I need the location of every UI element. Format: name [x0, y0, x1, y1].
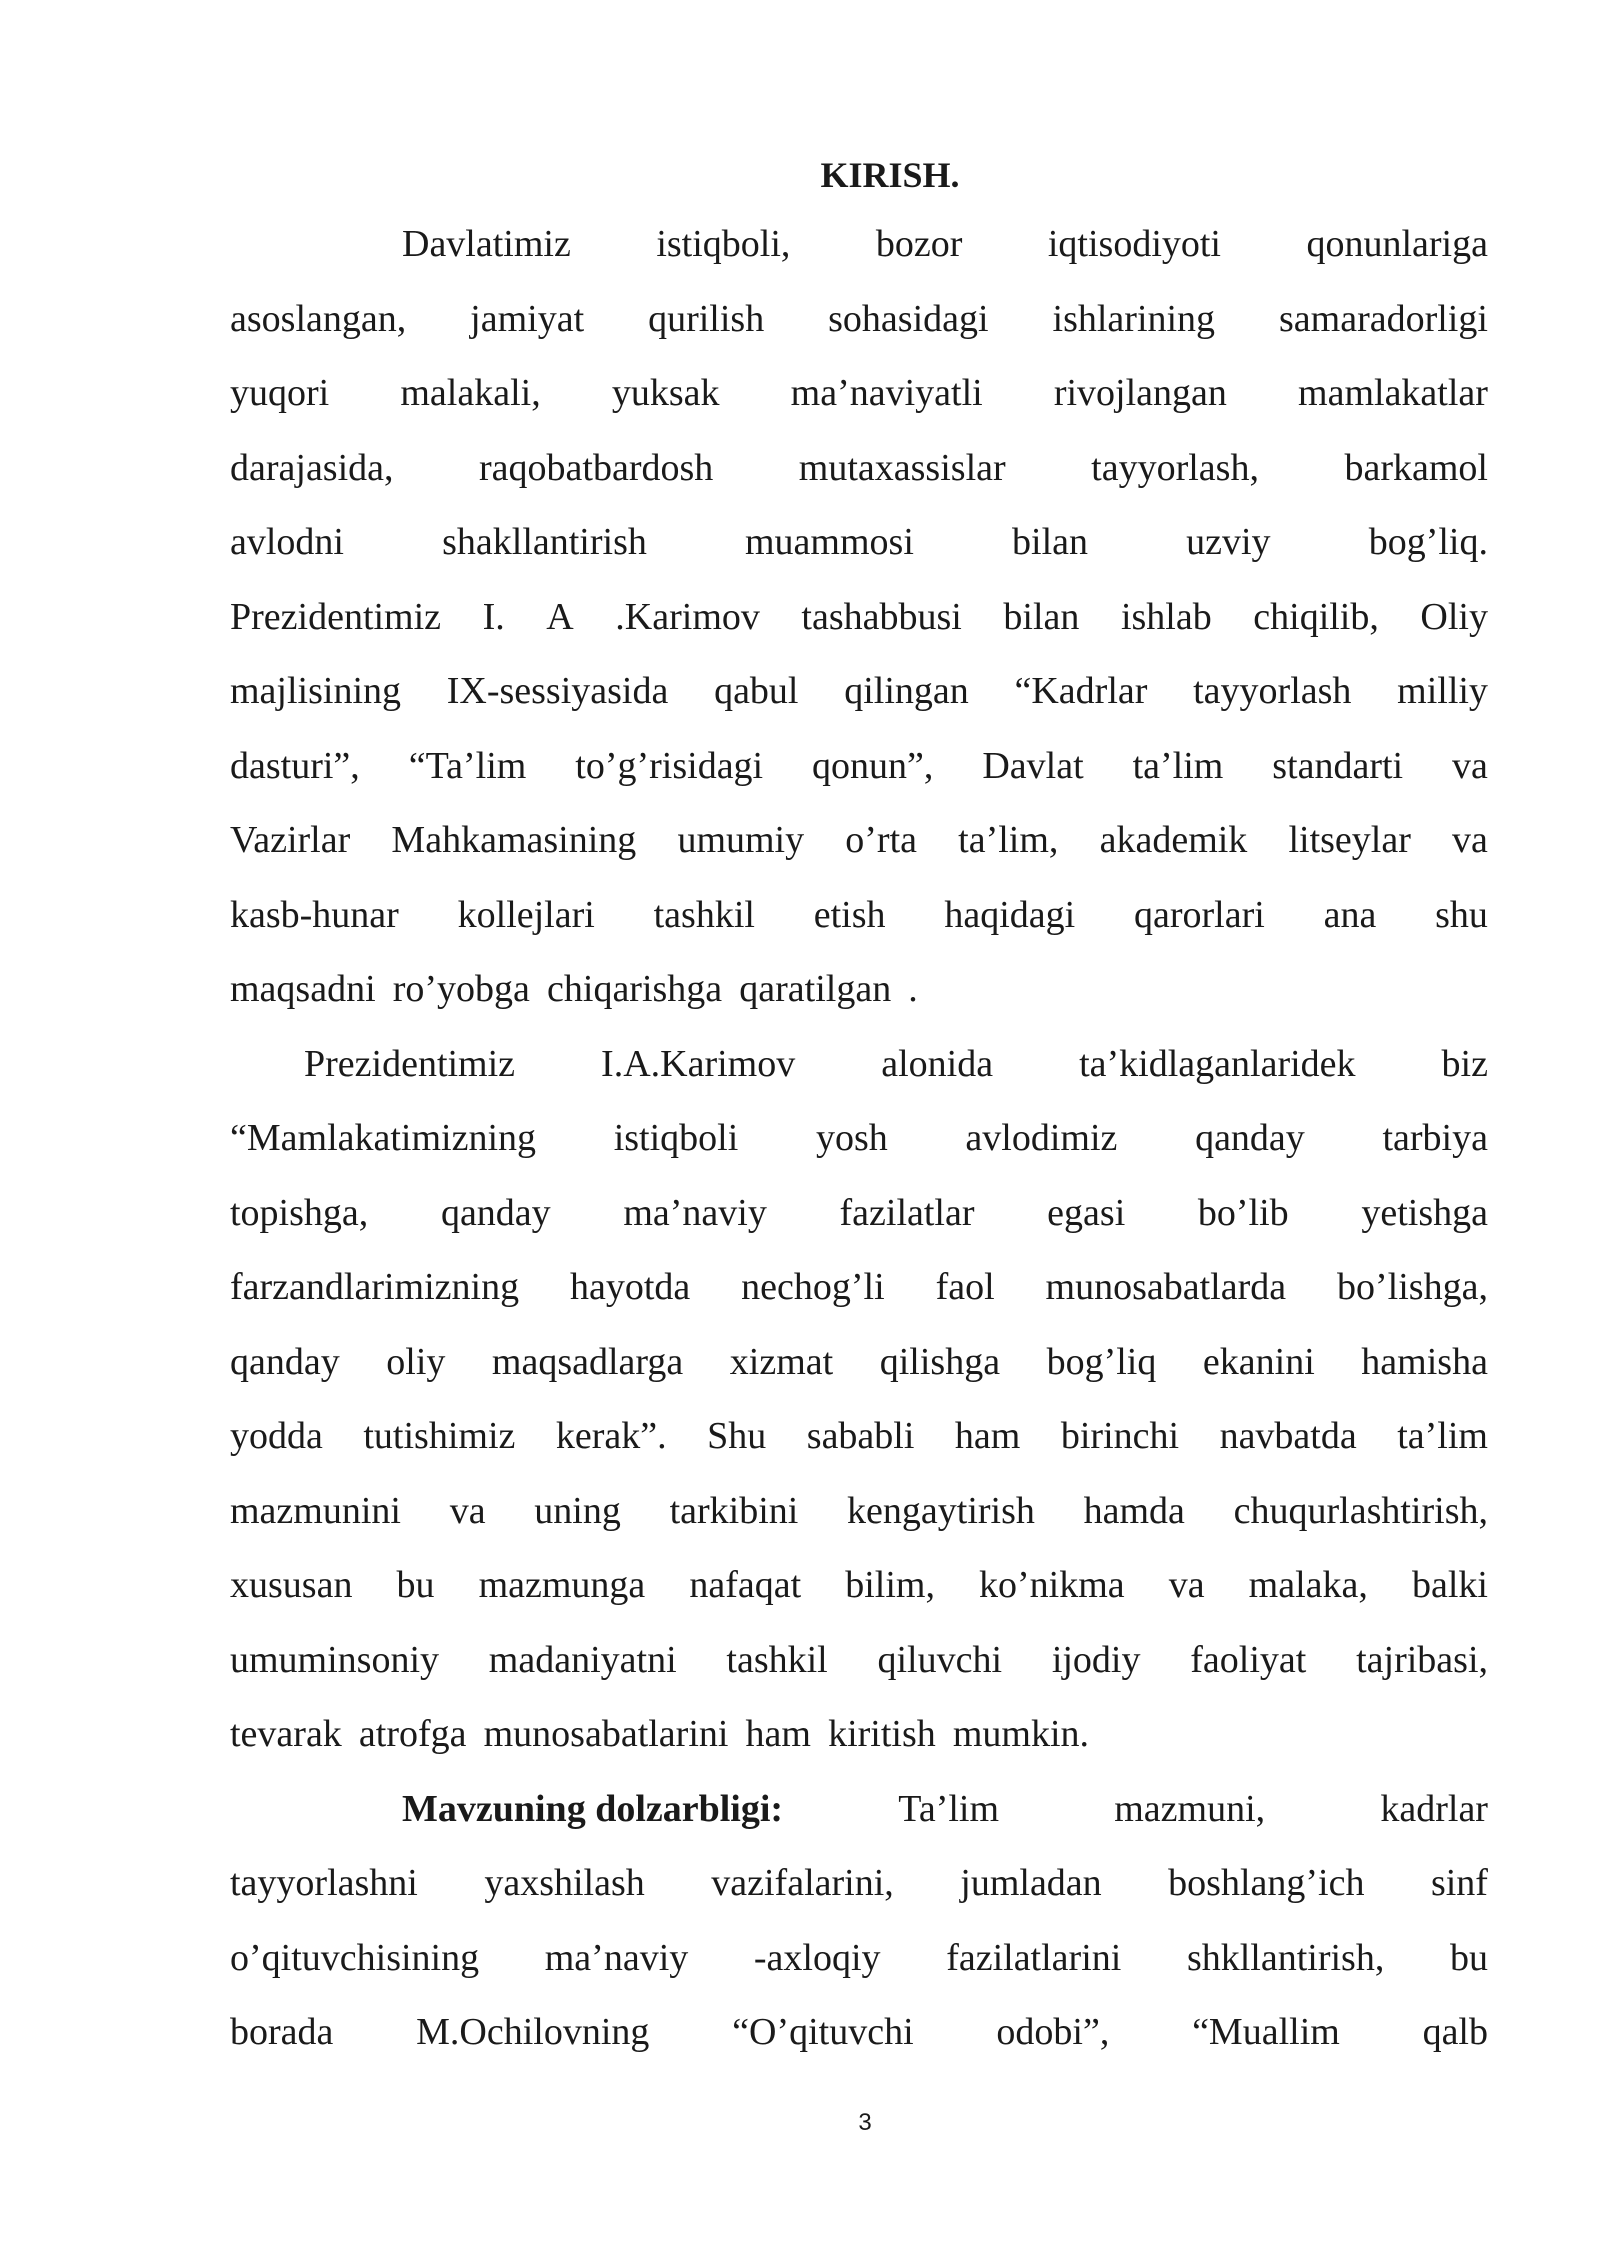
- word: balki: [1411, 1564, 1488, 1606]
- text-line: [402, 214, 1488, 274]
- word: Oliy: [1420, 595, 1488, 638]
- word: va: [1168, 1564, 1205, 1606]
- word: qilishga: [879, 1340, 1001, 1383]
- word: maqsadni: [230, 968, 376, 1010]
- word: biz: [1441, 1042, 1488, 1085]
- word: ma’naviyatli: [790, 372, 983, 414]
- text-line: [230, 661, 1488, 721]
- word: ham: [954, 1415, 1021, 1457]
- section-heading: KIRISH.: [820, 155, 960, 195]
- word: hamda: [1083, 1489, 1185, 1532]
- word: mamlakatlar: [1298, 372, 1488, 414]
- word: Davlatimiz: [402, 223, 571, 265]
- word: tajribasi,: [1356, 1638, 1488, 1681]
- text-line: [230, 1630, 1488, 1690]
- word: shkllantirish,: [1186, 1936, 1385, 1979]
- word: qonun”,: [812, 744, 934, 787]
- word: sohasidagi: [828, 297, 989, 340]
- word: IX-sessiyasida: [446, 670, 669, 712]
- word: A: [546, 595, 574, 638]
- word: tayyorlashni: [230, 1862, 418, 1904]
- word: .Karimov: [615, 595, 760, 638]
- word: “Kadrlar: [1014, 670, 1148, 712]
- word: fazilatlarini: [946, 1936, 1122, 1979]
- word: qaratilgan: [739, 968, 892, 1010]
- text-line: [402, 1779, 1488, 1839]
- text-line: [230, 1928, 1488, 1988]
- word: Vazirlar: [230, 819, 351, 861]
- word: muammosi: [745, 521, 914, 563]
- word: kasb-hunar: [230, 893, 399, 936]
- word: umuminsoniy: [230, 1638, 440, 1681]
- word: ham: [745, 1713, 811, 1755]
- word: tevarak: [230, 1713, 342, 1755]
- word: rivojlangan: [1053, 372, 1227, 414]
- text-line: [230, 587, 1488, 647]
- word: farzandlarimizning: [230, 1266, 520, 1308]
- word: ishlarining: [1052, 297, 1216, 340]
- word: bo’lib: [1197, 1191, 1289, 1234]
- word: xususan: [230, 1564, 353, 1606]
- word: shakllantirish: [442, 521, 647, 563]
- word: boshlang’ich: [1168, 1862, 1365, 1904]
- word: nechog’li: [741, 1266, 885, 1308]
- word: standarti: [1272, 744, 1404, 787]
- word: asoslangan,: [230, 297, 407, 340]
- word: istiqboli,: [656, 223, 791, 265]
- word: mazmunini: [230, 1489, 401, 1532]
- word: avlodimiz: [965, 1117, 1118, 1159]
- word: bu: [396, 1564, 435, 1606]
- word: barkamol: [1344, 446, 1488, 489]
- word: qurilish: [648, 297, 765, 340]
- word: malakali,: [400, 372, 541, 414]
- word: “Muallim: [1192, 2011, 1340, 2053]
- word: mumkin.: [952, 1713, 1090, 1755]
- word: haqidagi: [944, 893, 1076, 936]
- word: jumladan: [960, 1862, 1102, 1904]
- word: bozor: [875, 223, 963, 265]
- word: avlodni: [230, 521, 344, 563]
- word: kollejlari: [457, 893, 595, 936]
- word: milliy: [1397, 670, 1488, 712]
- word: tashkil: [726, 1638, 828, 1681]
- word: chiqilib,: [1253, 595, 1379, 638]
- word: borada: [230, 2011, 334, 2053]
- word: va: [449, 1489, 486, 1532]
- word: bog’liq: [1046, 1340, 1157, 1383]
- text-line: [230, 512, 1488, 572]
- word: M.Ochilovning: [416, 2011, 650, 2053]
- word: tashabbusi: [801, 595, 962, 638]
- word: -axloqiy: [753, 1936, 881, 1979]
- bold-label: Mavzuning dolzarbligi:: [402, 1787, 784, 1830]
- text-line: [230, 736, 1488, 796]
- word: o’qituvchisining: [230, 1936, 480, 1979]
- word: qanday: [230, 1340, 340, 1383]
- word: “Mamlakatimizning: [230, 1117, 537, 1159]
- word: Davlat: [982, 744, 1084, 787]
- word: munosabatlarda: [1045, 1266, 1287, 1308]
- word: bilim,: [845, 1564, 935, 1606]
- word: o’rta: [845, 819, 918, 861]
- word: yosh: [815, 1117, 888, 1159]
- word: raqobatbardosh: [479, 446, 714, 489]
- word: qabul: [714, 670, 799, 712]
- word: shu: [1435, 893, 1488, 936]
- word: ekanini: [1202, 1340, 1315, 1383]
- word: vazifalarini,: [711, 1862, 894, 1904]
- word: qonunlariga: [1306, 223, 1488, 265]
- word: ma’naviy: [544, 1936, 689, 1979]
- text-line: [230, 1704, 1488, 1764]
- word: litseylar: [1288, 819, 1411, 861]
- text-line: [230, 959, 1488, 1019]
- word: bilan: [1003, 595, 1080, 638]
- word: tutishimiz: [363, 1415, 516, 1457]
- word: malaka,: [1248, 1564, 1368, 1606]
- word: sinf: [1430, 1862, 1488, 1904]
- word: tarkibini: [669, 1489, 799, 1532]
- word: .: [908, 968, 918, 1010]
- word: uning: [534, 1489, 621, 1532]
- word: bilan: [1012, 521, 1088, 563]
- word: Prezidentimiz: [230, 595, 442, 638]
- text-line: [230, 2002, 1488, 2062]
- word: ko’nikma: [979, 1564, 1125, 1606]
- word: Shu: [707, 1415, 767, 1457]
- text-line: [304, 1034, 1488, 1094]
- word: yuksak: [611, 372, 720, 414]
- word: ta’lim,: [958, 819, 1059, 861]
- word: fazilatlar: [839, 1191, 975, 1234]
- word: kengaytirish: [847, 1489, 1035, 1532]
- word: alonida: [881, 1042, 994, 1085]
- word: samaradorligi: [1279, 297, 1488, 340]
- word: “O’qituvchi: [732, 2011, 914, 2053]
- word: bo’lishga,: [1337, 1266, 1488, 1308]
- word: nafaqat: [689, 1564, 802, 1606]
- word: va: [1452, 744, 1488, 787]
- word: Mahkamasining: [391, 819, 637, 861]
- word: xizmat: [729, 1340, 834, 1383]
- text-line: [230, 1481, 1488, 1541]
- word: Prezidentimiz: [304, 1042, 516, 1085]
- word: birinchi: [1060, 1415, 1180, 1457]
- word: ta’kidlaganlaridek: [1079, 1042, 1356, 1085]
- word: mutaxassislar: [798, 446, 1006, 489]
- word: umumiy: [677, 819, 805, 861]
- word: qarorlari: [1133, 893, 1265, 936]
- text-line: [230, 363, 1488, 423]
- word: atrofga: [358, 1713, 467, 1755]
- word: yetishga: [1361, 1191, 1488, 1234]
- word: ta’lim: [1397, 1415, 1488, 1457]
- word: majlisining: [230, 670, 401, 712]
- word: tayyorlash,: [1091, 446, 1259, 489]
- word: istiqboli: [613, 1117, 739, 1159]
- word: ma’naviy: [623, 1191, 767, 1234]
- text-line: [230, 810, 1488, 870]
- word: darajasida,: [230, 446, 394, 489]
- page-number: 3: [858, 2109, 872, 2136]
- word: mazmunga: [478, 1564, 646, 1606]
- word: akademik: [1099, 819, 1248, 861]
- word: tarbiya: [1382, 1117, 1488, 1159]
- word: munosabatlarini: [483, 1713, 729, 1755]
- word: tashkil: [653, 893, 755, 936]
- word: madaniyatni: [488, 1638, 677, 1681]
- word: to’g’risidagi: [575, 744, 764, 787]
- word: faol: [935, 1266, 995, 1308]
- word: qanday: [440, 1191, 551, 1234]
- word: ro’yobga: [392, 968, 530, 1010]
- word: yaxshilash: [484, 1862, 645, 1904]
- word: navbatda: [1219, 1415, 1357, 1457]
- word: dasturi”,: [230, 744, 360, 787]
- text-line: [230, 1853, 1488, 1913]
- word: odobi”,: [996, 2011, 1110, 2053]
- word: mazmuni,: [1114, 1787, 1266, 1830]
- word: chuqurlashtirish,: [1233, 1489, 1488, 1532]
- text-line: [230, 1406, 1488, 1466]
- word: ana: [1323, 893, 1377, 936]
- word: chiqarishga: [547, 968, 723, 1010]
- word: hamisha: [1361, 1340, 1488, 1383]
- word: faoliyat: [1190, 1638, 1307, 1681]
- word: tayyorlash: [1193, 670, 1352, 712]
- word: kadrlar: [1380, 1787, 1488, 1830]
- word: topishga,: [230, 1191, 369, 1234]
- word: va: [1452, 819, 1488, 861]
- text-line: [230, 289, 1488, 349]
- word: kerak”.: [555, 1415, 667, 1457]
- text-line: [230, 1108, 1488, 1168]
- word: oliy: [386, 1340, 446, 1383]
- word: ta’lim: [1132, 744, 1224, 787]
- word: ishlab: [1120, 595, 1212, 638]
- word: maqsadlarga: [491, 1340, 684, 1383]
- word: kiritish: [828, 1713, 936, 1755]
- text-line: [230, 885, 1488, 945]
- word: uzviy: [1186, 521, 1271, 563]
- word: iqtisodiyoti: [1047, 223, 1221, 265]
- word: bu: [1449, 1936, 1488, 1979]
- word: qiluvchi: [877, 1638, 1003, 1681]
- word: yodda: [230, 1415, 323, 1457]
- word: ijodiy: [1051, 1638, 1141, 1681]
- word: bog’liq.: [1368, 521, 1488, 563]
- word: I.: [482, 595, 505, 638]
- word: Ta’lim: [898, 1787, 1000, 1830]
- word: “Ta’lim: [408, 744, 527, 787]
- word: qanday: [1195, 1117, 1305, 1159]
- text-line: [230, 1183, 1488, 1243]
- text-line: [230, 1332, 1488, 1392]
- word: jamiyat: [470, 297, 585, 340]
- word: etish: [813, 893, 886, 936]
- text-line: [230, 438, 1488, 498]
- word: egasi: [1047, 1191, 1126, 1234]
- word: qalb: [1422, 2011, 1488, 2053]
- word: sababli: [806, 1415, 915, 1457]
- text-line: [230, 1257, 1488, 1317]
- word: qilingan: [844, 670, 969, 712]
- word: hayotda: [569, 1266, 691, 1308]
- word: I.A.Karimov: [601, 1042, 796, 1085]
- text-line: [230, 1555, 1488, 1615]
- word: yuqori: [230, 372, 330, 414]
